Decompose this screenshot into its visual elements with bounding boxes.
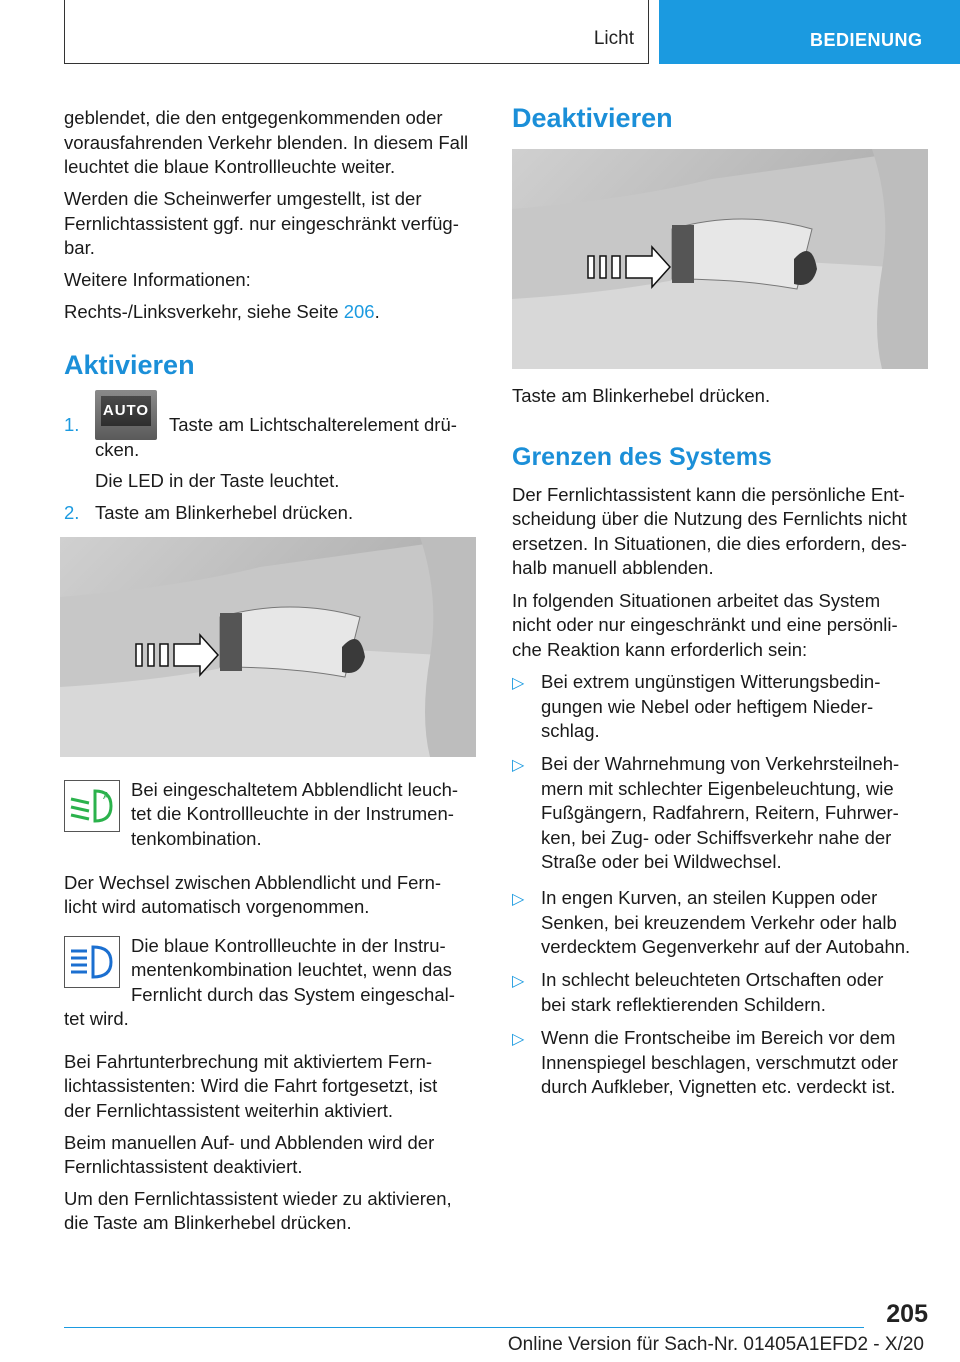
paragraph: Beim manuellen Auf- und Abblenden wird der	[64, 1132, 435, 1153]
text: Rechts-/Linksverkehr, siehe Seite	[64, 301, 344, 322]
section-heading: Deaktivieren	[512, 103, 673, 133]
section-heading: Aktivieren	[64, 350, 195, 380]
paragraph: die Taste am Blinkerhebel drücken.	[64, 1212, 352, 1233]
list-item-line: Straße oder bei Wildwechsel.	[541, 851, 782, 872]
list-item-line: In schlecht beleuchteten Ortschaften oder	[541, 969, 884, 990]
list-item-line: schlag.	[541, 720, 600, 741]
turn-signal-lever-photo	[60, 537, 476, 757]
low-beam-indicator-icon	[64, 780, 120, 832]
header-chapter-label: BEDIENUNG	[810, 30, 923, 50]
list-item-line: bei stark reflektierenden Schildern.	[541, 993, 826, 1015]
auto-button-icon	[95, 390, 157, 440]
list-item-line: Wenn die Frontscheibe im Bereich vor dem	[541, 1027, 896, 1048]
list-item-line: Bei extrem ungünstigen Witterungsbedin-	[541, 671, 881, 692]
paragraph: Fernlicht durch das System eingeschal-	[131, 984, 455, 1005]
section-heading: Grenzen des Systems	[512, 443, 772, 471]
paragraph: bar.	[64, 237, 95, 258]
lever-illustration	[60, 537, 476, 757]
turn-signal-lever-photo	[512, 149, 928, 369]
lever-illustration	[512, 149, 928, 369]
paragraph: Taste am Blinkerhebel drücken.	[95, 502, 354, 523]
step-number: 1.	[64, 414, 80, 435]
paragraph: ersetzen. In Situationen, die dies erfordern, des-	[512, 533, 907, 554]
header-frame	[64, 0, 649, 64]
paragraph: leuchtet die blaue Kontrollleuchte weiter.	[64, 156, 396, 177]
paragraph: der Fernlichtassistent weiterhin aktiviert.	[64, 1100, 394, 1121]
bullet-marker-icon: ▷	[512, 973, 525, 990]
high-beam-indicator-icon	[64, 936, 120, 988]
paragraph: Fernlichtassistent ggf. nur eingeschränkt verfüg-	[64, 213, 459, 234]
paragraph: tet die Kontrollleuchte in der Instrumen-	[131, 803, 454, 824]
list-item-line: Senken, bei kreuzendem Verkehr oder halb	[541, 911, 897, 933]
paragraph: Bei Fahrtunterbrechung mit aktiviertem Fern-	[64, 1051, 433, 1072]
list-item-line: Bei der Wahrnehmung von Verkehrsteilneh-	[541, 753, 900, 774]
paragraph: tet wird.	[64, 1008, 129, 1029]
page-number: 205	[886, 1300, 928, 1328]
step-number: 2.	[64, 502, 80, 523]
footer-divider	[64, 1327, 864, 1328]
paragraph: Der Wechsel zwischen Abblendlicht und Fern-	[64, 872, 442, 893]
page-link[interactable]: 206	[343, 301, 375, 322]
bullet-marker-icon: ▷	[512, 891, 525, 908]
list-item-line: mern mit schlechter Eigenbeleuchtung, wie	[541, 777, 894, 799]
paragraph: Werden die Scheinwerfer umgestellt, ist der	[64, 188, 422, 209]
bullet-marker-icon: ▷	[512, 757, 525, 774]
paragraph: vorausfahrenden Verkehr blenden. In diesem Fall	[64, 132, 469, 153]
paragraph: Taste am Lichtschalterelement drü-	[169, 414, 457, 435]
paragraph: Weitere Informationen:	[64, 269, 251, 290]
paragraph: licht wird automatisch vorgenommen.	[64, 896, 370, 917]
paragraph: cken.	[95, 439, 140, 460]
paragraph: scheidung über die Nutzung des Fernlichts nicht	[512, 508, 907, 529]
text: .	[374, 301, 380, 322]
auto-label: AUTO	[102, 402, 150, 419]
list-item-line: ken, bei Zug- oder Schiffsverkehr nahe der	[541, 826, 892, 848]
list-item-line: In engen Kurven, an steilen Kuppen oder	[541, 887, 878, 908]
list-item-line: verdecktem Gegenverkehr auf der Autobahn.	[541, 936, 911, 957]
paragraph: che Reaktion kann erforderlich sein:	[512, 639, 808, 660]
paragraph: lichtassistenten: Wird die Fahrt fortgesetzt, ist	[64, 1075, 438, 1096]
paragraph: tenkombination.	[131, 828, 262, 849]
paragraph: Die LED in der Taste leuchtet.	[95, 470, 340, 491]
list-item-line: Fußgängern, Radfahrern, Reitern, Fuhrwer-	[541, 802, 899, 823]
paragraph: Bei eingeschaltetem Abblendlicht leuch-	[131, 779, 459, 800]
paragraph: Fernlichtassistent deaktiviert.	[64, 1156, 303, 1177]
footer-text: Online Version für Sach-Nr. 01405A1EFD2 - X/20	[507, 1334, 924, 1355]
paragraph: Der Fernlichtassistent kann die persönliche Ent-	[512, 484, 905, 505]
paragraph: Die blaue Kontrollleuchte in der Instru-	[131, 935, 446, 956]
list-item-line: gungen wie Nebel oder heftigem Nieder-	[541, 695, 874, 717]
list-item-line: Innenspiegel beschlagen, verschmutzt oder	[541, 1051, 898, 1073]
header-section-title: Licht	[593, 28, 634, 49]
bullet-marker-icon: ▷	[512, 675, 525, 692]
paragraph: nicht oder nur eingeschränkt und eine persönli-	[512, 614, 898, 635]
paragraph: mentenkombination leuchtet, wenn das	[131, 959, 452, 980]
paragraph: halb manuell abblenden.	[512, 557, 714, 578]
list-item-line: durch Aufkleber, Vignetten etc. verdeckt ist.	[541, 1076, 896, 1097]
bullet-marker-icon: ▷	[512, 1031, 525, 1048]
paragraph: Um den Fernlichtassistent wieder zu aktivieren,	[64, 1188, 452, 1209]
paragraph	[64, 300, 380, 325]
photo-caption: Taste am Blinkerhebel drücken.	[512, 385, 771, 406]
paragraph: geblendet, die den entgegenkommenden oder	[64, 107, 443, 128]
svg-text:A: A	[103, 791, 110, 802]
paragraph: In folgenden Situationen arbeitet das System	[512, 590, 881, 611]
